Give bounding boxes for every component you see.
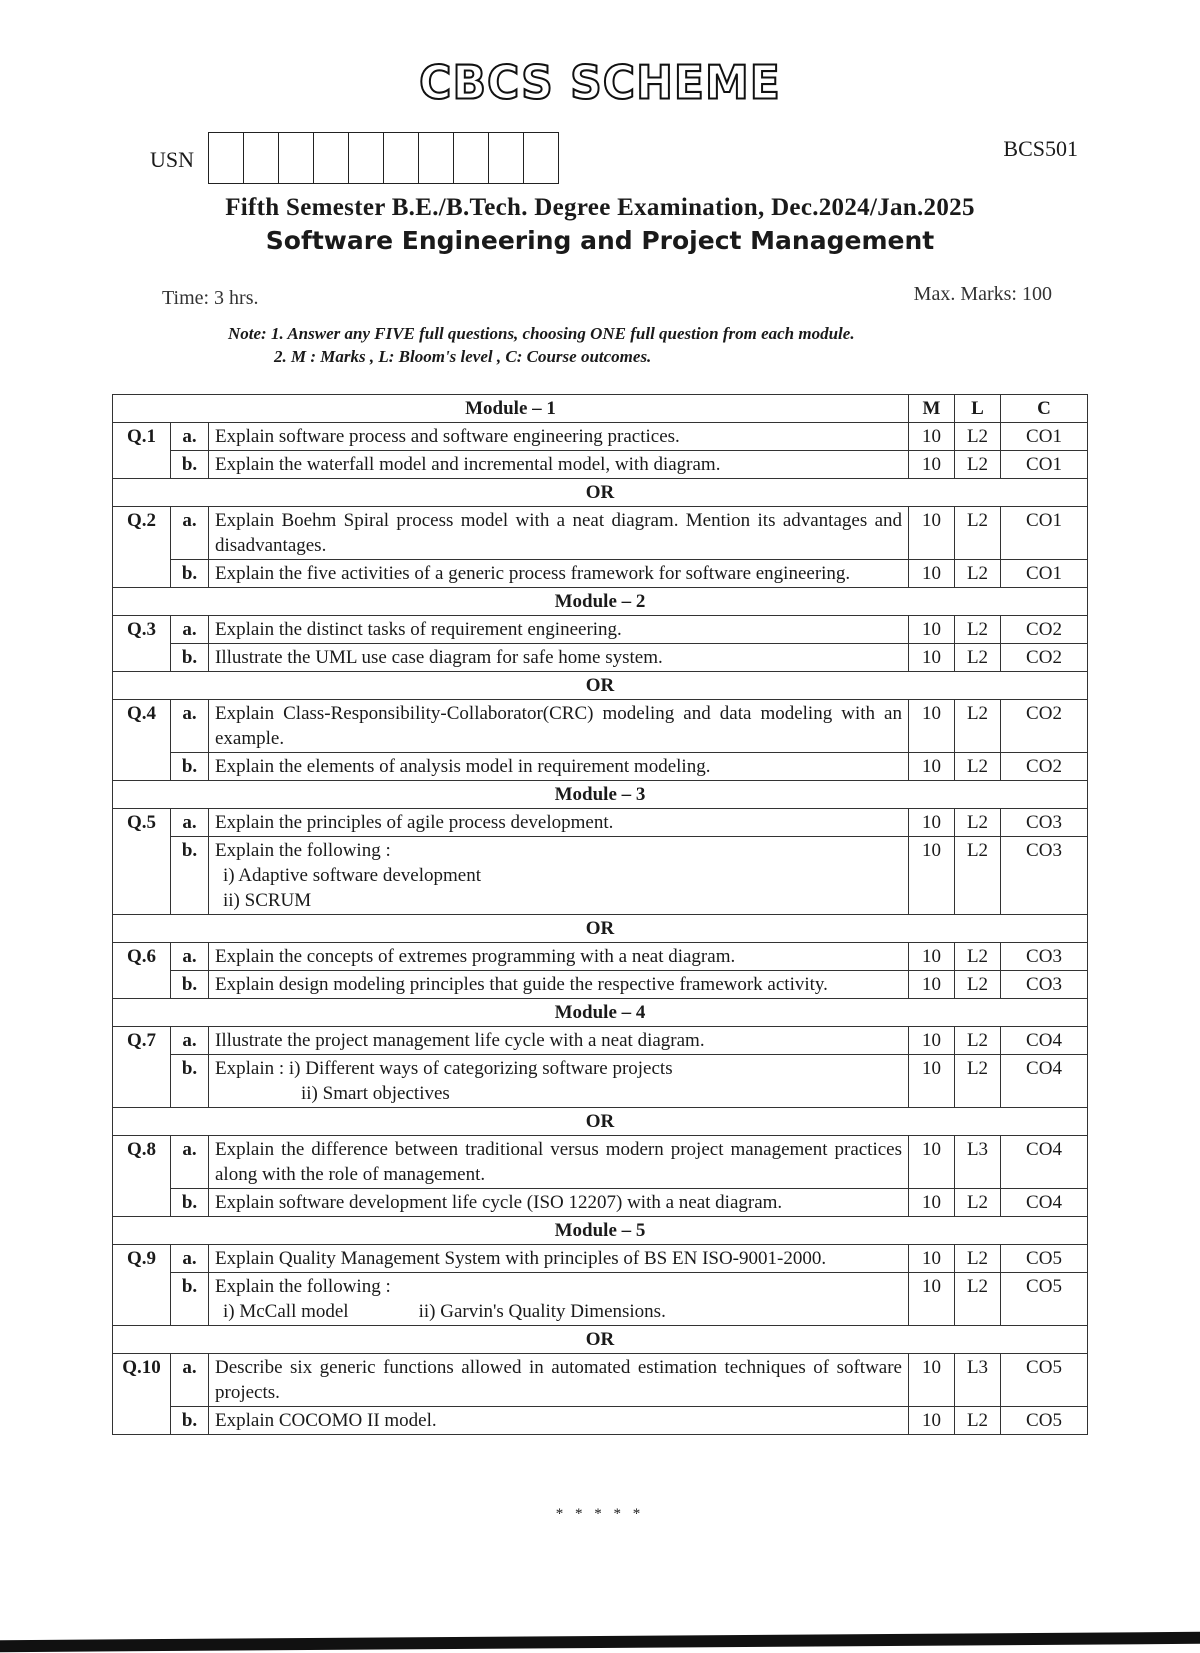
blooms-level: L2 [955,943,1001,971]
scan-bottom-edge [0,1632,1200,1652]
question-table [112,394,1088,1435]
course-outcome: CO4 [1001,1055,1088,1108]
part-label: a. [171,1136,209,1189]
course-outcome: CO3 [1001,809,1088,837]
question-part-row [113,644,1088,672]
question-part-row [113,1027,1088,1055]
sub-items-line [215,1299,902,1324]
part-label: a. [171,700,209,753]
question-part-row [113,837,1088,915]
part-label: a. [171,616,209,644]
or-row [113,1108,1088,1136]
question-text: Explain Quality Management System with principles of BS EN ISO-9001-2000. [209,1245,909,1273]
course-outcome: CO1 [1001,560,1088,588]
part-label: b. [171,1273,209,1326]
question-part-row [113,616,1088,644]
or-label: OR [113,1326,1088,1354]
usn-box [488,132,523,184]
question-text: Explain COCOMO II model. [209,1407,909,1435]
or-row [113,672,1088,700]
blooms-level: L2 [955,1273,1001,1326]
question-part-row [113,1245,1088,1273]
outcome-header: C [1001,395,1088,423]
marks: 10 [909,1027,955,1055]
course-outcome: CO4 [1001,1027,1088,1055]
marks: 10 [909,423,955,451]
blooms-level: L2 [955,837,1001,915]
module-row [113,1217,1088,1245]
or-row [113,915,1088,943]
part-label: b. [171,644,209,672]
marks: 10 [909,1273,955,1326]
part-label: b. [171,837,209,915]
blooms-level: L2 [955,1055,1001,1108]
course-outcome: CO2 [1001,616,1088,644]
marks: 10 [909,616,955,644]
question-number: Q.8 [113,1136,171,1217]
question-text: Explain : i) Different ways of categorizing software projects [215,1058,673,1079]
question-part-row [113,1136,1088,1189]
course-outcome: CO5 [1001,1245,1088,1273]
marks-header: M [909,395,955,423]
blooms-level: L2 [955,451,1001,479]
question-part-row [113,1055,1088,1108]
usn-box [313,132,348,184]
part-label: a. [171,423,209,451]
marks: 10 [909,560,955,588]
marks: 10 [909,1189,955,1217]
module-title: Module – 1 [113,395,909,423]
marks: 10 [909,943,955,971]
marks: 10 [909,1245,955,1273]
question-text-block [209,1055,909,1108]
marks: 10 [909,971,955,999]
blooms-level: L2 [955,616,1001,644]
question-part-row [113,1354,1088,1407]
marks: 10 [909,451,955,479]
usn-box [278,132,313,184]
usn-boxes [208,132,559,184]
question-number: Q.6 [113,943,171,999]
blooms-level: L2 [955,971,1001,999]
marks: 10 [909,1354,955,1407]
usn-box [453,132,488,184]
question-text: Explain design modeling principles that guide the respective framework activity. [209,971,909,999]
question-part-row [113,1407,1088,1435]
question-text: Explain the difference between traditional versus modern project management practices along with the role of management. [209,1136,909,1189]
usn-box [523,132,559,184]
question-part-row [113,1273,1088,1326]
course-outcome: CO2 [1001,644,1088,672]
blooms-level: L2 [955,423,1001,451]
or-label: OR [113,1108,1088,1136]
blooms-level: L2 [955,753,1001,781]
module-row [113,999,1088,1027]
sub-item: ii) Smart objectives [301,1083,450,1104]
subject-title: Software Engineering and Project Management [265,226,935,255]
course-outcome: CO5 [1001,1273,1088,1326]
marks: 10 [909,809,955,837]
module-row [113,395,1088,423]
question-text: Explain the following : [215,1276,391,1297]
question-number: Q.3 [113,616,171,672]
max-marks: Max. Marks: 100 [913,283,1052,305]
question-text: Explain the distinct tasks of requirement engineering. [209,616,909,644]
part-label: b. [171,451,209,479]
question-text: Explain the elements of analysis model in requirement modeling. [209,753,909,781]
blooms-level: L3 [955,1136,1001,1189]
marks: 10 [909,644,955,672]
part-label: a. [171,1027,209,1055]
note-line-2: 2. M : Marks , L: Bloom's level , C: Course outcomes. [274,347,652,366]
marks: 10 [909,700,955,753]
marks: 10 [909,753,955,781]
part-label: b. [171,560,209,588]
sub-item: ii) Garvin's Quality Dimensions. [418,1301,666,1322]
marks: 10 [909,1055,955,1108]
exam-title: Fifth Semester B.E./B.Tech. Degree Examination, Dec.2024/Jan.2025 [225,194,975,221]
question-part-row [113,423,1088,451]
part-label: a. [171,1245,209,1273]
part-label: b. [171,1055,209,1108]
usn-box [418,132,453,184]
part-label: b. [171,1189,209,1217]
module-title: Module – 2 [113,588,1088,616]
question-text: Explain the following : [215,840,391,861]
or-row [113,479,1088,507]
question-text: Explain software process and software engineering practices. [209,423,909,451]
module-title: Module – 4 [113,999,1088,1027]
question-part-row [113,451,1088,479]
question-text: Illustrate the UML use case diagram for safe home system. [209,644,909,672]
question-number: Q.4 [113,700,171,781]
question-text-block [209,837,909,915]
question-text: Describe six generic functions allowed in automated estimation techniques of software projects. [209,1354,909,1407]
question-part-row [113,971,1088,999]
sub-item: ii) SCRUM [223,890,312,911]
blooms-level: L2 [955,700,1001,753]
course-outcome: CO3 [1001,837,1088,915]
question-number: Q.10 [113,1354,171,1435]
usn-label: USN [150,147,195,172]
blooms-level: L2 [955,809,1001,837]
note-line-1: Note: 1. Answer any FIVE full questions, choosing ONE full question from each module. [228,324,855,343]
blooms-level: L2 [955,644,1001,672]
blooms-level: L2 [955,1027,1001,1055]
question-text-block [209,1273,909,1326]
course-outcome: CO5 [1001,1407,1088,1435]
or-label: OR [113,915,1088,943]
question-part-row [113,1189,1088,1217]
marks: 10 [909,1136,955,1189]
level-header: L [955,395,1001,423]
course-outcome: CO3 [1001,943,1088,971]
course-outcome: CO2 [1001,700,1088,753]
part-label: a. [171,809,209,837]
module-row [113,588,1088,616]
question-part-row [113,700,1088,753]
time-allowed: Time: 3 hrs. [162,287,259,309]
question-number: Q.9 [113,1245,171,1326]
usn-box [383,132,418,184]
question-number: Q.1 [113,423,171,479]
question-text: Explain the principles of agile process development. [209,809,909,837]
question-text: Explain Boehm Spiral process model with a neat diagram. Mention its advantages and disadvantages. [209,507,909,560]
part-label: a. [171,943,209,971]
course-outcome: CO1 [1001,451,1088,479]
sub-item: i) McCall model [223,1301,349,1322]
usn-box [243,132,278,184]
question-number: Q.2 [113,507,171,588]
end-of-paper-mark: * * * * * [555,1506,645,1522]
part-label: a. [171,1354,209,1407]
blooms-level: L2 [955,560,1001,588]
marks: 10 [909,1407,955,1435]
course-outcome: CO2 [1001,753,1088,781]
part-label: b. [171,753,209,781]
course-outcome: CO4 [1001,1189,1088,1217]
question-part-row [113,507,1088,560]
course-outcome: CO4 [1001,1136,1088,1189]
course-code: BCS501 [1003,136,1078,161]
blooms-level: L2 [955,1407,1001,1435]
question-number: Q.7 [113,1027,171,1108]
module-row [113,781,1088,809]
question-text: Explain software development life cycle (ISO 12207) with a neat diagram. [209,1189,909,1217]
or-label: OR [113,672,1088,700]
instructions [228,322,855,368]
course-outcome: CO1 [1001,507,1088,560]
blooms-level: L2 [955,507,1001,560]
module-title: Module – 5 [113,1217,1088,1245]
part-label: b. [171,1407,209,1435]
usn-box [348,132,383,184]
question-part-row [113,943,1088,971]
module-title: Module – 3 [113,781,1088,809]
question-text: Illustrate the project management life cycle with a neat diagram. [209,1027,909,1055]
question-part-row [113,809,1088,837]
question-text: Explain the five activities of a generic process framework for software engineering. [209,560,909,588]
sub-item: i) Adaptive software development [223,865,482,886]
question-text: Explain Class-Responsibility-Collaborator(CRC) modeling and data modeling with an example. [209,700,909,753]
course-outcome: CO1 [1001,423,1088,451]
or-row [113,1326,1088,1354]
part-label: a. [171,507,209,560]
blooms-level: L2 [955,1189,1001,1217]
course-outcome: CO5 [1001,1354,1088,1407]
marks: 10 [909,507,955,560]
marks: 10 [909,837,955,915]
or-label: OR [113,479,1088,507]
scheme-banner: CBCS SCHEME [419,56,781,111]
course-outcome: CO3 [1001,971,1088,999]
question-part-row [113,753,1088,781]
question-text: Explain the concepts of extremes programming with a neat diagram. [209,943,909,971]
question-text: Explain the waterfall model and incremental model, with diagram. [209,451,909,479]
usn-box [208,132,243,184]
question-number: Q.5 [113,809,171,915]
blooms-level: L3 [955,1354,1001,1407]
blooms-level: L2 [955,1245,1001,1273]
part-label: b. [171,971,209,999]
question-part-row [113,560,1088,588]
